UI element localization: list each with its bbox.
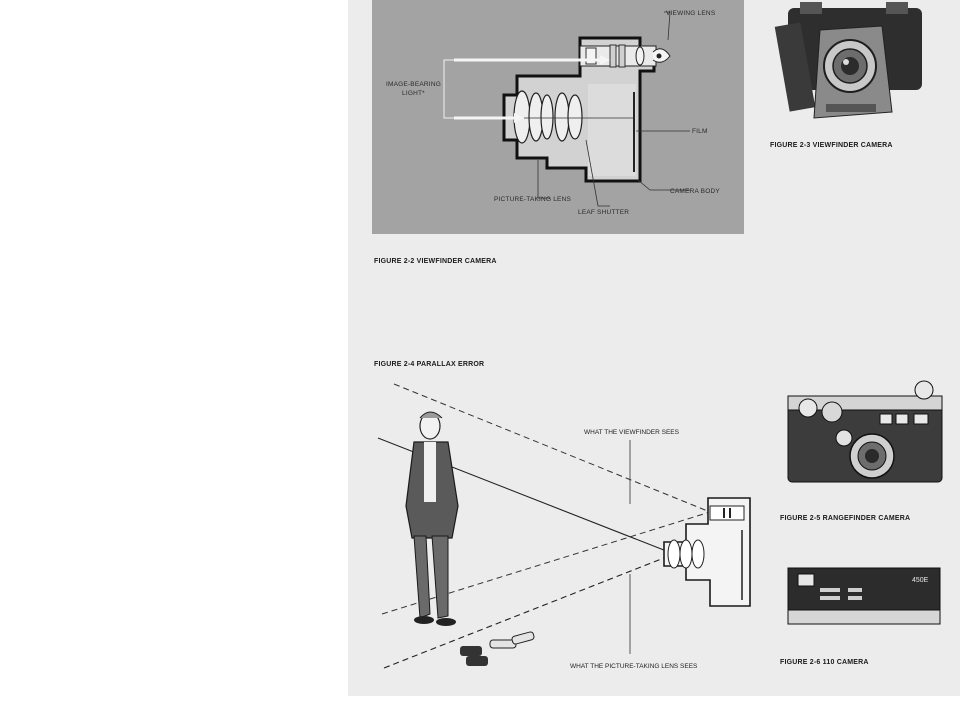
label-picture-taking-lens: PICTURE-TAKING LENS bbox=[494, 196, 571, 203]
camera-model-text: 450E bbox=[912, 577, 929, 584]
figure-2-2-diagram bbox=[372, 0, 744, 236]
label-image-bearing-light-2: LIGHT* bbox=[402, 90, 425, 97]
figure-2-6-caption: FIGURE 2-6 110 CAMERA bbox=[780, 659, 869, 666]
label-viewing-lens: VIEWING LENS bbox=[666, 10, 716, 17]
camera-cross-section-icon bbox=[664, 498, 750, 606]
figure-2-4-diagram bbox=[374, 378, 774, 676]
binoculars-icon bbox=[460, 631, 535, 666]
picture-taking-lens-icon bbox=[514, 91, 582, 143]
lens-icon bbox=[850, 434, 894, 478]
scanned-page bbox=[348, 0, 960, 696]
label-film: FILM bbox=[692, 128, 708, 135]
figure-2-2-caption: FIGURE 2-2 VIEWFINDER CAMERA bbox=[374, 258, 497, 265]
figure-2-5-caption: FIGURE 2-5 RANGEFINDER CAMERA bbox=[780, 515, 911, 522]
label-camera-body: CAMERA BODY bbox=[670, 188, 720, 195]
figure-2-3-photo bbox=[770, 0, 938, 130]
figure-2-4-caption: FIGURE 2-4 PARALLAX ERROR bbox=[374, 361, 485, 368]
label-image-bearing-light: IMAGE-BEARING bbox=[386, 81, 441, 88]
label-lens-sees: WHAT THE PICTURE-TAKING LENS SEES bbox=[570, 663, 698, 670]
figure-2-3-caption: FIGURE 2-3 VIEWFINDER CAMERA bbox=[770, 142, 893, 149]
label-viewfinder-sees: WHAT THE VIEWFINDER SEES bbox=[584, 429, 679, 436]
figure-2-5-photo bbox=[784, 378, 944, 488]
label-leaf-shutter: LEAF SHUTTER bbox=[578, 209, 630, 216]
lens-icon bbox=[824, 40, 876, 92]
figure-2-6-photo bbox=[784, 564, 944, 630]
man-figure bbox=[406, 412, 458, 626]
